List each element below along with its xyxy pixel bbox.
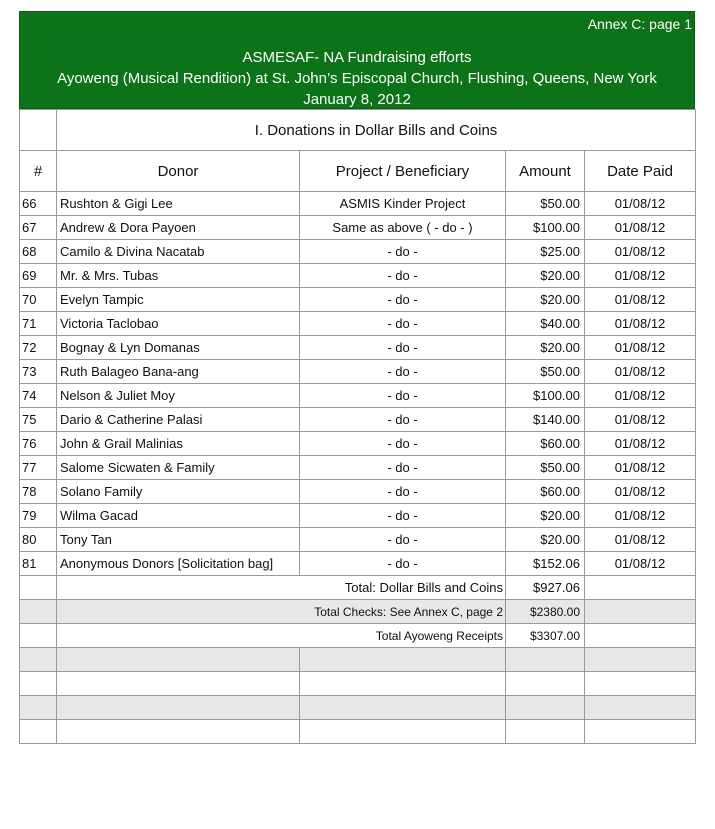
table-row [20, 336, 696, 360]
row-number: 67 [20, 216, 57, 240]
total-label: Total: Dollar Bills and Coins [57, 576, 506, 600]
row-date: 01/08/12 [585, 504, 696, 528]
row-project: - do - [300, 312, 506, 336]
row-number: 72 [20, 336, 57, 360]
row-project: - do - [300, 264, 506, 288]
row-donor: Tony Tan [57, 528, 300, 552]
row-amount: $20.00 [506, 264, 585, 288]
total-date-spacer [585, 600, 696, 624]
row-donor: Bognay & Lyn Domanas [57, 336, 300, 360]
col-header-date: Date Paid [585, 151, 696, 192]
blank-cell [300, 672, 506, 696]
row-project: - do - [300, 384, 506, 408]
blank-cell [57, 648, 300, 672]
row-project: Same as above ( - do - ) [300, 216, 506, 240]
blank-cell [57, 672, 300, 696]
table-row [20, 288, 696, 312]
total-label: Total Checks: See Annex C, page 2 [57, 600, 506, 624]
table-row [20, 408, 696, 432]
row-donor: Wilma Gacad [57, 504, 300, 528]
section-title: I. Donations in Dollar Bills and Coins [57, 110, 696, 151]
table-row [20, 552, 696, 576]
table-row [20, 216, 696, 240]
row-donor: Andrew & Dora Payoen [57, 216, 300, 240]
row-amount: $60.00 [506, 432, 585, 456]
col-header-donor: Donor [57, 151, 300, 192]
table-row [20, 360, 696, 384]
row-donor: Evelyn Tampic [57, 288, 300, 312]
row-date: 01/08/12 [585, 408, 696, 432]
table-row [20, 480, 696, 504]
row-donor: Nelson & Juliet Moy [57, 384, 300, 408]
section-row [20, 110, 696, 151]
row-date: 01/08/12 [585, 360, 696, 384]
report-header [19, 11, 695, 109]
table-row [20, 384, 696, 408]
row-date: 01/08/12 [585, 312, 696, 336]
row-project: - do - [300, 528, 506, 552]
row-project: - do - [300, 360, 506, 384]
spreadsheet [19, 11, 695, 744]
row-amount: $20.00 [506, 288, 585, 312]
row-project: - do - [300, 240, 506, 264]
row-date: 01/08/12 [585, 240, 696, 264]
row-number: 66 [20, 192, 57, 216]
row-number: 70 [20, 288, 57, 312]
row-date: 01/08/12 [585, 552, 696, 576]
row-date: 01/08/12 [585, 336, 696, 360]
blank-cell [585, 696, 696, 720]
row-amount: $50.00 [506, 456, 585, 480]
blank-cell [20, 720, 57, 744]
row-date: 01/08/12 [585, 480, 696, 504]
total-row [20, 600, 696, 624]
col-header-num: # [20, 151, 57, 192]
table-row [20, 264, 696, 288]
row-project: - do - [300, 480, 506, 504]
row-number: 75 [20, 408, 57, 432]
row-number: 79 [20, 504, 57, 528]
blank-row [20, 696, 696, 720]
row-donor: John & Grail Malinias [57, 432, 300, 456]
table-row [20, 312, 696, 336]
total-spacer [20, 624, 57, 648]
blank-cell [506, 720, 585, 744]
blank-cell [300, 696, 506, 720]
total-date-spacer [585, 576, 696, 600]
donations-table [19, 109, 696, 744]
row-amount: $50.00 [506, 360, 585, 384]
title-line-1: ASMESAF- NA Fundraising efforts [242, 49, 472, 66]
row-donor: Anonymous Donors [Solicitation bag] [57, 552, 300, 576]
row-donor: Dario & Catherine Palasi [57, 408, 300, 432]
row-amount: $25.00 [506, 240, 585, 264]
title-line-3: January 8, 2012 [303, 91, 411, 108]
row-date: 01/08/12 [585, 192, 696, 216]
row-amount: $100.00 [506, 216, 585, 240]
report-titles [20, 47, 694, 110]
column-header-row [20, 151, 696, 192]
table-row [20, 504, 696, 528]
blank-cell [506, 648, 585, 672]
row-date: 01/08/12 [585, 264, 696, 288]
blank-cell [300, 648, 506, 672]
total-label: Total Ayoweng Receipts [57, 624, 506, 648]
table-row [20, 240, 696, 264]
total-amount: $927.06 [506, 576, 585, 600]
title-line-2: Ayoweng (Musical Rendition) at St. John’s Episcopal Church, Flushing, Queens, New York [57, 70, 657, 87]
blank-cell [300, 720, 506, 744]
col-header-project: Project / Beneficiary [300, 151, 506, 192]
row-number: 74 [20, 384, 57, 408]
row-date: 01/08/12 [585, 528, 696, 552]
row-project: - do - [300, 336, 506, 360]
row-amount: $60.00 [506, 480, 585, 504]
row-number: 81 [20, 552, 57, 576]
table-row [20, 192, 696, 216]
row-donor: Victoria Taclobao [57, 312, 300, 336]
blank-row [20, 720, 696, 744]
blank-row [20, 648, 696, 672]
row-amount: $40.00 [506, 312, 585, 336]
row-date: 01/08/12 [585, 384, 696, 408]
row-donor: Camilo & Divina Nacatab [57, 240, 300, 264]
row-project: - do - [300, 408, 506, 432]
blank-cell [585, 720, 696, 744]
row-number: 77 [20, 456, 57, 480]
blank-cell [57, 696, 300, 720]
row-date: 01/08/12 [585, 288, 696, 312]
row-amount: $100.00 [506, 384, 585, 408]
col-header-amount: Amount [506, 151, 585, 192]
row-number: 71 [20, 312, 57, 336]
total-date-spacer [585, 624, 696, 648]
row-donor: Mr. & Mrs. Tubas [57, 264, 300, 288]
blank-cell [585, 648, 696, 672]
row-number: 68 [20, 240, 57, 264]
row-project: - do - [300, 552, 506, 576]
row-amount: $20.00 [506, 528, 585, 552]
row-donor: Ruth Balageo Bana-ang [57, 360, 300, 384]
row-project: ASMIS Kinder Project [300, 192, 506, 216]
blank-cell [20, 696, 57, 720]
blank-cell [585, 672, 696, 696]
row-amount: $152.06 [506, 552, 585, 576]
row-amount: $20.00 [506, 336, 585, 360]
row-project: - do - [300, 456, 506, 480]
row-number: 73 [20, 360, 57, 384]
section-spacer-cell [20, 110, 57, 151]
row-number: 78 [20, 480, 57, 504]
total-amount: $3307.00 [506, 624, 585, 648]
blank-cell [506, 672, 585, 696]
row-project: - do - [300, 504, 506, 528]
total-row [20, 624, 696, 648]
row-date: 01/08/12 [585, 456, 696, 480]
total-spacer [20, 576, 57, 600]
row-amount: $140.00 [506, 408, 585, 432]
table-row [20, 432, 696, 456]
row-donor: Rushton & Gigi Lee [57, 192, 300, 216]
row-number: 80 [20, 528, 57, 552]
total-amount: $2380.00 [506, 600, 585, 624]
blank-row [20, 672, 696, 696]
row-donor: Solano Family [57, 480, 300, 504]
row-number: 76 [20, 432, 57, 456]
row-project: - do - [300, 288, 506, 312]
blank-cell [57, 720, 300, 744]
annex-label: Annex C: page 1 [587, 16, 692, 32]
row-project: - do - [300, 432, 506, 456]
row-amount: $20.00 [506, 504, 585, 528]
row-donor: Salome Sicwaten & Family [57, 456, 300, 480]
row-date: 01/08/12 [585, 432, 696, 456]
row-date: 01/08/12 [585, 216, 696, 240]
table-row [20, 456, 696, 480]
table-row [20, 528, 696, 552]
row-amount: $50.00 [506, 192, 585, 216]
blank-cell [20, 672, 57, 696]
total-spacer [20, 600, 57, 624]
blank-cell [506, 696, 585, 720]
blank-cell [20, 648, 57, 672]
row-number: 69 [20, 264, 57, 288]
total-row [20, 576, 696, 600]
